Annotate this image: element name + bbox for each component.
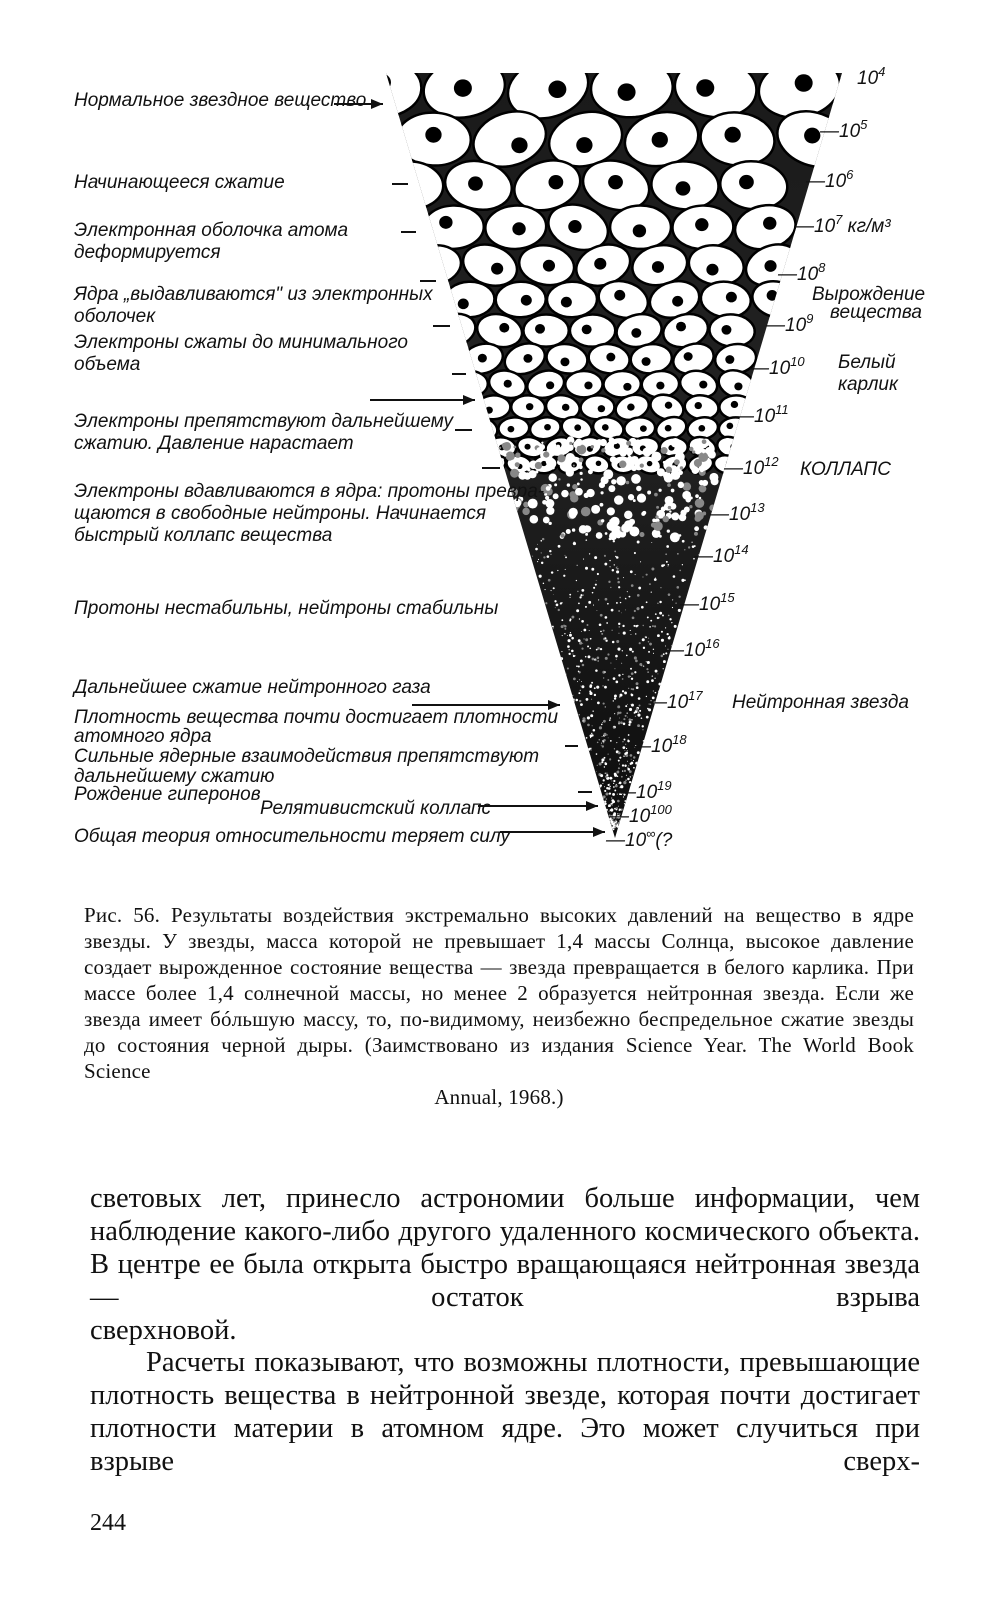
left-label-8-line-1: Протоны нестабильны, нейтроны стабильны [74,598,499,619]
density-base-12: —10 [680,594,721,615]
left-label-6-line-2: сжатию. Давление нарастает [74,433,354,454]
left-label-9-line-1: Дальнейшее сжатие нейтронного газа [74,677,431,698]
right-label-4-line-1: Нейтронная звезда [732,692,909,713]
body-paragraph-1 [90,1182,920,1347]
body-paragraph-2 [90,1346,920,1478]
left-label-1-line-1: Нормальное звездное вещество [74,90,367,111]
density-base-11: —10 [694,546,735,567]
density-exp-9: 12 [764,454,779,469]
left-label-5-line-1: Электроны сжаты до минимального [74,332,408,353]
left-label-3-line-2: деформируется [74,242,221,263]
density-exp-18: ∞ [646,826,656,841]
left-label-2-line-1: Начинающееся сжатие [74,172,285,193]
figure-caption [84,902,914,1110]
density-base-9: —10 [724,458,765,479]
left-label-11-line-1: Сильные ядерные взаимодействия препятствуют [74,746,540,767]
density-base-17: —10 [610,806,651,827]
density-label-13 [664,636,720,661]
density-base-4: —10 [795,216,836,237]
density-label-17 [609,802,673,827]
density-exp-10: 13 [750,500,765,515]
density-label-14 [647,688,703,713]
density-base-6: —10 [766,315,807,336]
right-label-2-line-1: Белый [838,352,896,373]
density-exp-8: 11 [775,402,789,417]
left-arrowhead-1-1 [371,99,383,109]
density-exp-17: 100 [650,802,672,817]
left-arrowhead-14-1 [593,827,605,837]
density-base-10: —10 [710,504,751,525]
density-label-10 [709,500,765,525]
density-unit-4: кг/м³ [842,216,891,237]
density-base-1: 10 [857,68,879,89]
left-label-10-line-2: атомного ядра [74,726,212,747]
density-unit-18: (? [655,830,673,851]
density-label-4 [794,212,891,237]
left-label-7-line-1: Электроны вдавливаются в ядра: протоны превра- [74,481,545,502]
density-base-8: —10 [735,406,776,427]
density-base-7: —10 [750,358,791,379]
density-label-3 [805,167,854,192]
density-base-15: —10 [632,736,673,757]
density-exp-2: 5 [860,117,868,132]
density-exp-14: 17 [688,688,703,703]
density-label-5 [777,260,826,285]
density-label-18 [605,826,673,851]
left-label-13-line-1: Релятивистский коллапс [260,798,491,819]
left-label-6-line-1: Электроны препятствуют дальнейшему [74,411,454,432]
paragraph-2-text: Расчеты показывают, что возможны плотности, превышающие плотность вещества в нейтронной звезде, которая почти достигает плотности материи в атомном ядре. Это может случиться при взрыве сверх- [90,1347,920,1477]
density-label-8 [734,402,789,427]
density-label-6 [765,311,813,336]
left-label-12-line-1: Рождение гиперонов [74,784,261,805]
density-exp-3: 6 [846,167,854,182]
caption-last-line: Annual, 1968.) [434,1085,564,1109]
density-exp-4: 7 [835,212,843,227]
left-arrowhead-6-2 [463,395,475,405]
density-base-5: —10 [778,264,819,285]
left-label-11-line-2: дальнейшему сжатию [74,766,275,787]
left-label-7-line-3: быстрый коллапс вещества [74,525,333,546]
density-exp-15: 18 [672,732,687,747]
right-label-2-line-2: карлик [838,374,898,395]
density-base-13: —10 [665,640,706,661]
left-label-3-line-1: Электронная оболочка атома [74,220,349,241]
density-label-16 [616,778,672,803]
right-label-1-line-1: Вырождение [812,284,926,305]
left-label-4-line-2: оболочек [74,306,156,327]
left-label-10-line-1: Плотность вещества почти достигает плотности [74,707,559,728]
paragraph-1-end: сверхновой. [90,1315,237,1346]
right-label-3-line-1: КОЛЛАПС [800,459,891,480]
density-label-1 [857,64,885,89]
density-exp-16: 19 [657,778,672,793]
density-label-12 [679,590,735,615]
density-base-16: —10 [617,782,658,803]
density-exp-5: 8 [818,260,826,275]
density-label-9 [723,454,779,479]
left-label-7-line-2: щаются в свободные нейтроны. Начинается [74,503,486,524]
page-number: 244 [90,1510,126,1536]
left-arrowhead-13-1 [586,801,598,811]
left-label-14-line-1: Общая теория относительности теряет силу [74,826,510,847]
density-label-11 [693,542,749,567]
density-exp-1: 4 [878,64,886,79]
right-labels [732,284,925,713]
density-label-7 [749,354,805,379]
density-label-15 [631,732,687,757]
density-exp-13: 16 [705,636,720,651]
density-base-18: —10 [606,830,647,851]
density-exp-6: 9 [806,311,814,326]
density-exp-11: 14 [734,542,749,557]
density-exp-12: 15 [720,590,735,605]
left-label-5-line-2: объема [74,354,141,375]
density-exp-7: 10 [790,354,805,369]
paragraph-1-text: световых лет, принесло астрономии больше информации, чем наблюдение какого-либо другого удаленного космического объекта. В центре ее была открыта быстро вращающаяся нейтронная звезда — остаток взрыва [90,1183,920,1313]
density-base-3: —10 [806,171,847,192]
caption-text: Рис. 56. Результаты воздействия экстремально высоких давлений на вещество в ядре звезды. У звезды, масса которой не превышает 1,4 массы Солнца, высокое давление создает вырожденное состояние вещества — звезда превращается в белого карлика. При массе более 1,4 солнечной массы, но менее 2 образуется нейтронная звезда. Если же звезда имеет бóльшую массу, то, по-видимому, неизбежно беспредельное сжатие звезды до состояния черной дыры. (Заимствовано из издания Science Year. The World Book Science [84,903,914,1083]
right-label-1-line-2: вещества [830,302,922,323]
density-base-2: —10 [820,121,861,142]
density-label-2 [819,117,868,142]
left-label-4-line-1: Ядра „выдавливаются" из электронных [74,284,433,305]
density-base-14: —10 [648,692,689,713]
